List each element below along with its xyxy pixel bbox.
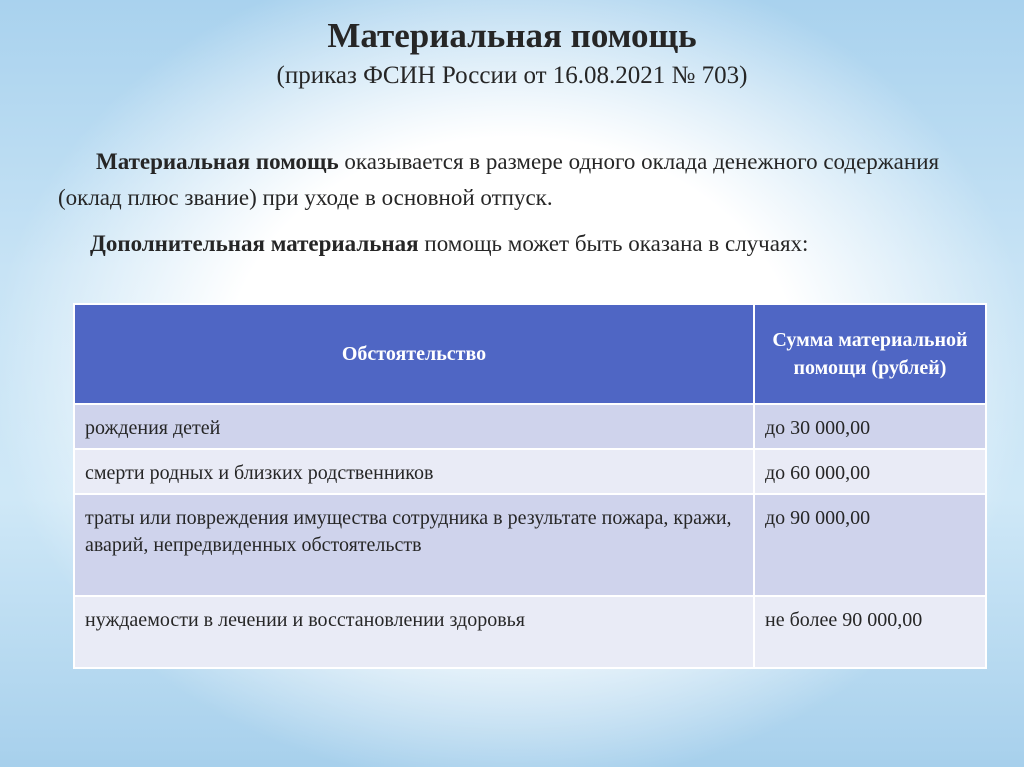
header-circumstance: Обстоятельство <box>74 304 754 404</box>
paragraph-additional-aid <box>58 226 978 262</box>
table-row <box>74 404 986 449</box>
table-row <box>74 596 986 668</box>
page-title: Материальная помощь <box>327 16 697 55</box>
aid-table <box>73 303 987 669</box>
paragraph-additional-aid-bold: Дополнительная материальная <box>90 231 419 256</box>
cell-circumstance: нуждаемости в лечении и восстановлении здоровья <box>74 596 754 668</box>
paragraph-main-aid-text: оказывается в размере одного оклада денежного содержания (оклад плюс звание) при уходе в основной отпуск. <box>58 149 940 210</box>
cell-amount: до 90 000,00 <box>754 494 986 596</box>
table-row <box>74 449 986 494</box>
cell-circumstance: рождения детей <box>74 404 754 449</box>
paragraph-main-aid-bold: Материальная помощь <box>96 149 339 174</box>
header-amount: Сумма материальной помощи (рублей) <box>754 304 986 404</box>
table-header-row <box>74 304 986 404</box>
cell-circumstance: траты или повреждения имущества сотрудника в результате пожара, кражи, аварий, непредвиденных обстоятельств <box>74 494 754 596</box>
paragraph-main-aid <box>58 144 978 216</box>
cell-amount: не более 90 000,00 <box>754 596 986 668</box>
cell-circumstance: смерти родных и близких родственников <box>74 449 754 494</box>
paragraph-additional-aid-text: помощь может быть оказана в случаях: <box>418 231 809 256</box>
page-subtitle: (приказ ФСИН России от 16.08.2021 № 703) <box>276 62 748 89</box>
cell-amount: до 60 000,00 <box>754 449 986 494</box>
cell-amount: до 30 000,00 <box>754 404 986 449</box>
table-row <box>74 494 986 596</box>
